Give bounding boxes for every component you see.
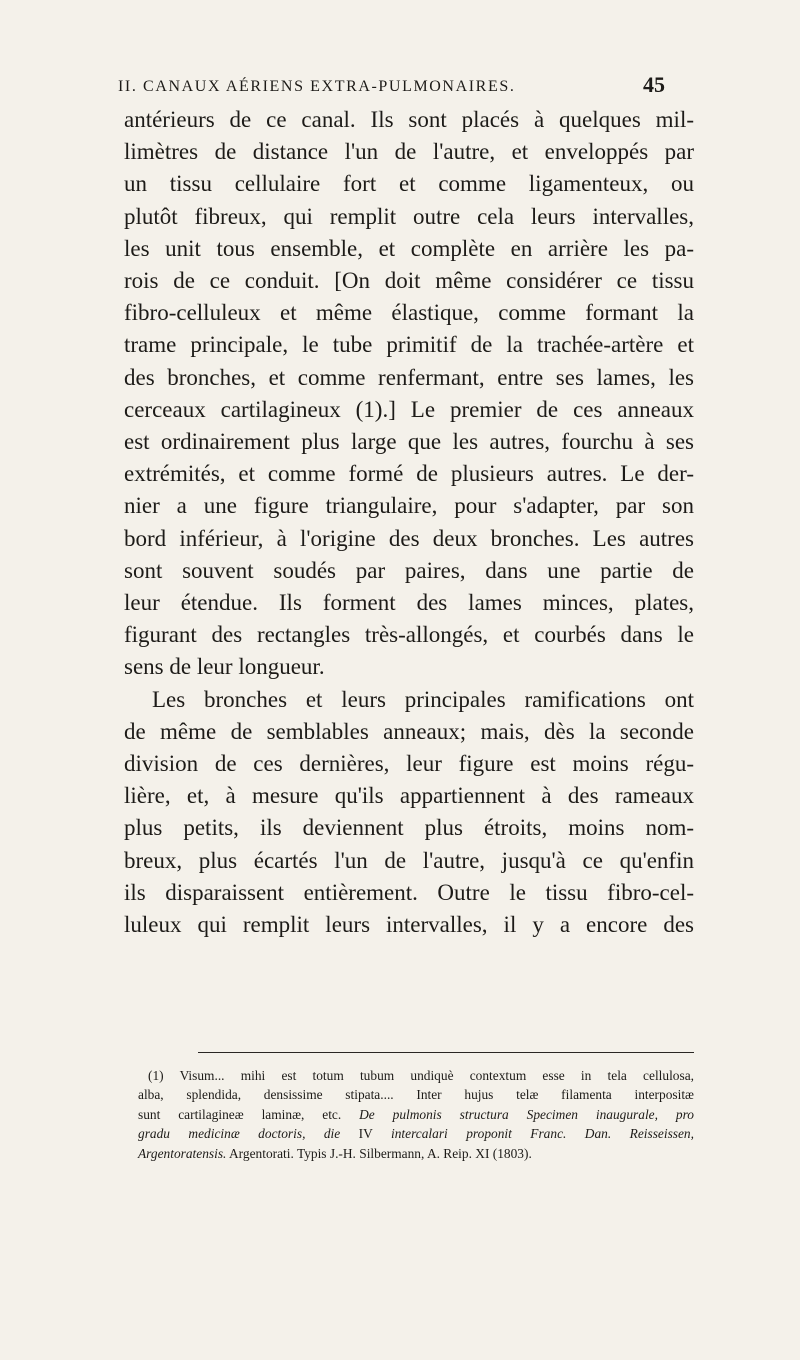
page-number: 45 [643,72,665,97]
text-line: rois de ce conduit. [On doit même considérer ce tissu [124,268,694,294]
text-line: extrémités, et comme formé de plusieurs autres. Le der- [124,461,694,487]
text-line: nier a une figure triangulaire, pour s'adapter, par son [124,493,694,519]
text-line: sont souvent soudés par paires, dans une partie de [124,557,694,583]
footnote-line [138,1144,694,1163]
text-line: ils disparaissent entièrement. Outre le tissu fibro-cel- [124,879,694,905]
text-line: les unit tous ensemble, et complète en arrière les pa- [124,235,694,261]
text-line: cerceaux cartilagineux (1).] Le premier de ces anneaux [124,396,694,422]
footnote-line [138,1105,694,1124]
text-line: antérieurs de ce canal. Ils sont placés à quelques mil- [124,107,694,132]
footnote-line: alba, splendida, densissime stipata.... Inter hujus telæ filamenta interpositæ [138,1087,694,1103]
text-line: breux, plus écartés l'un de l'autre, jusqu'à ce qu'enfin [124,847,694,873]
text-line: bord inférieur, à l'origine des deux bronches. Les autres [124,525,694,551]
text-line: un tissu cellulaire fort et comme ligamenteux, ou [124,171,694,197]
footnote-citation: gradu medicinæ doctoris, die [138,1126,341,1142]
text-line: plutôt fibreux, qui remplit outre cela leurs intervalles, [124,203,694,229]
footnote-divider [198,1052,694,1053]
text-line: figurant des rectangles très-allongés, et courbés dans le [124,622,694,648]
footnote-text: Argentorati. Typis J.-H. Silbermann, A. Reip. XI (1803). [229,1145,532,1161]
footnote [138,1066,694,1163]
footnote-citation: De pulmonis structura Specimen inaugurale, pro [359,1106,694,1122]
text-line: est ordinairement plus large que les autres, fourchu à ses [124,429,694,455]
footnote-text: sunt cartilagineæ laminæ, etc. [138,1106,342,1122]
footnote-text: IV [358,1126,373,1142]
text-line: des bronches, et comme renfermant, entre ses lames, les [124,364,694,390]
text-line: plus petits, ils deviennent plus étroits, moins nom- [124,815,694,841]
text-line: leur étendue. Ils forment des lames minces, plates, [124,590,694,616]
text-line: luleux qui remplit leurs intervalles, il y a encore des [124,912,694,938]
text-line: division de ces dernières, leur figure est moins régu- [124,751,694,777]
text-line: trame principale, le tube primitif de la trachée-artère et [124,332,694,358]
text-line: Les bronches et leurs principales ramifications ont [152,686,694,712]
footnote-line [138,1124,694,1143]
text-line: fibro-celluleux et même élastique, comme formant la [124,300,694,326]
footnote-line: (1) Visum... mihi est totum tubum undiquè contextum esse in tela cellulosa, [148,1068,694,1083]
body-text [124,104,694,941]
text-line: de même de semblables anneaux; mais, dès la seconde [124,718,694,744]
footnote-citation: intercalari proponit Franc. Dan. Reisseissen, [391,1126,694,1142]
text-line: lière, et, à mesure qu'ils appartiennent à des rameaux [124,783,694,809]
footnote-citation: Argentoratensis. [138,1145,227,1161]
text-line: sens de leur longueur. [124,654,325,680]
text-line: limètres de distance l'un de l'autre, et enveloppés par [124,139,694,165]
running-head: II. CANAUX AÉRIENS EXTRA-PULMONAIRES. [118,78,516,95]
